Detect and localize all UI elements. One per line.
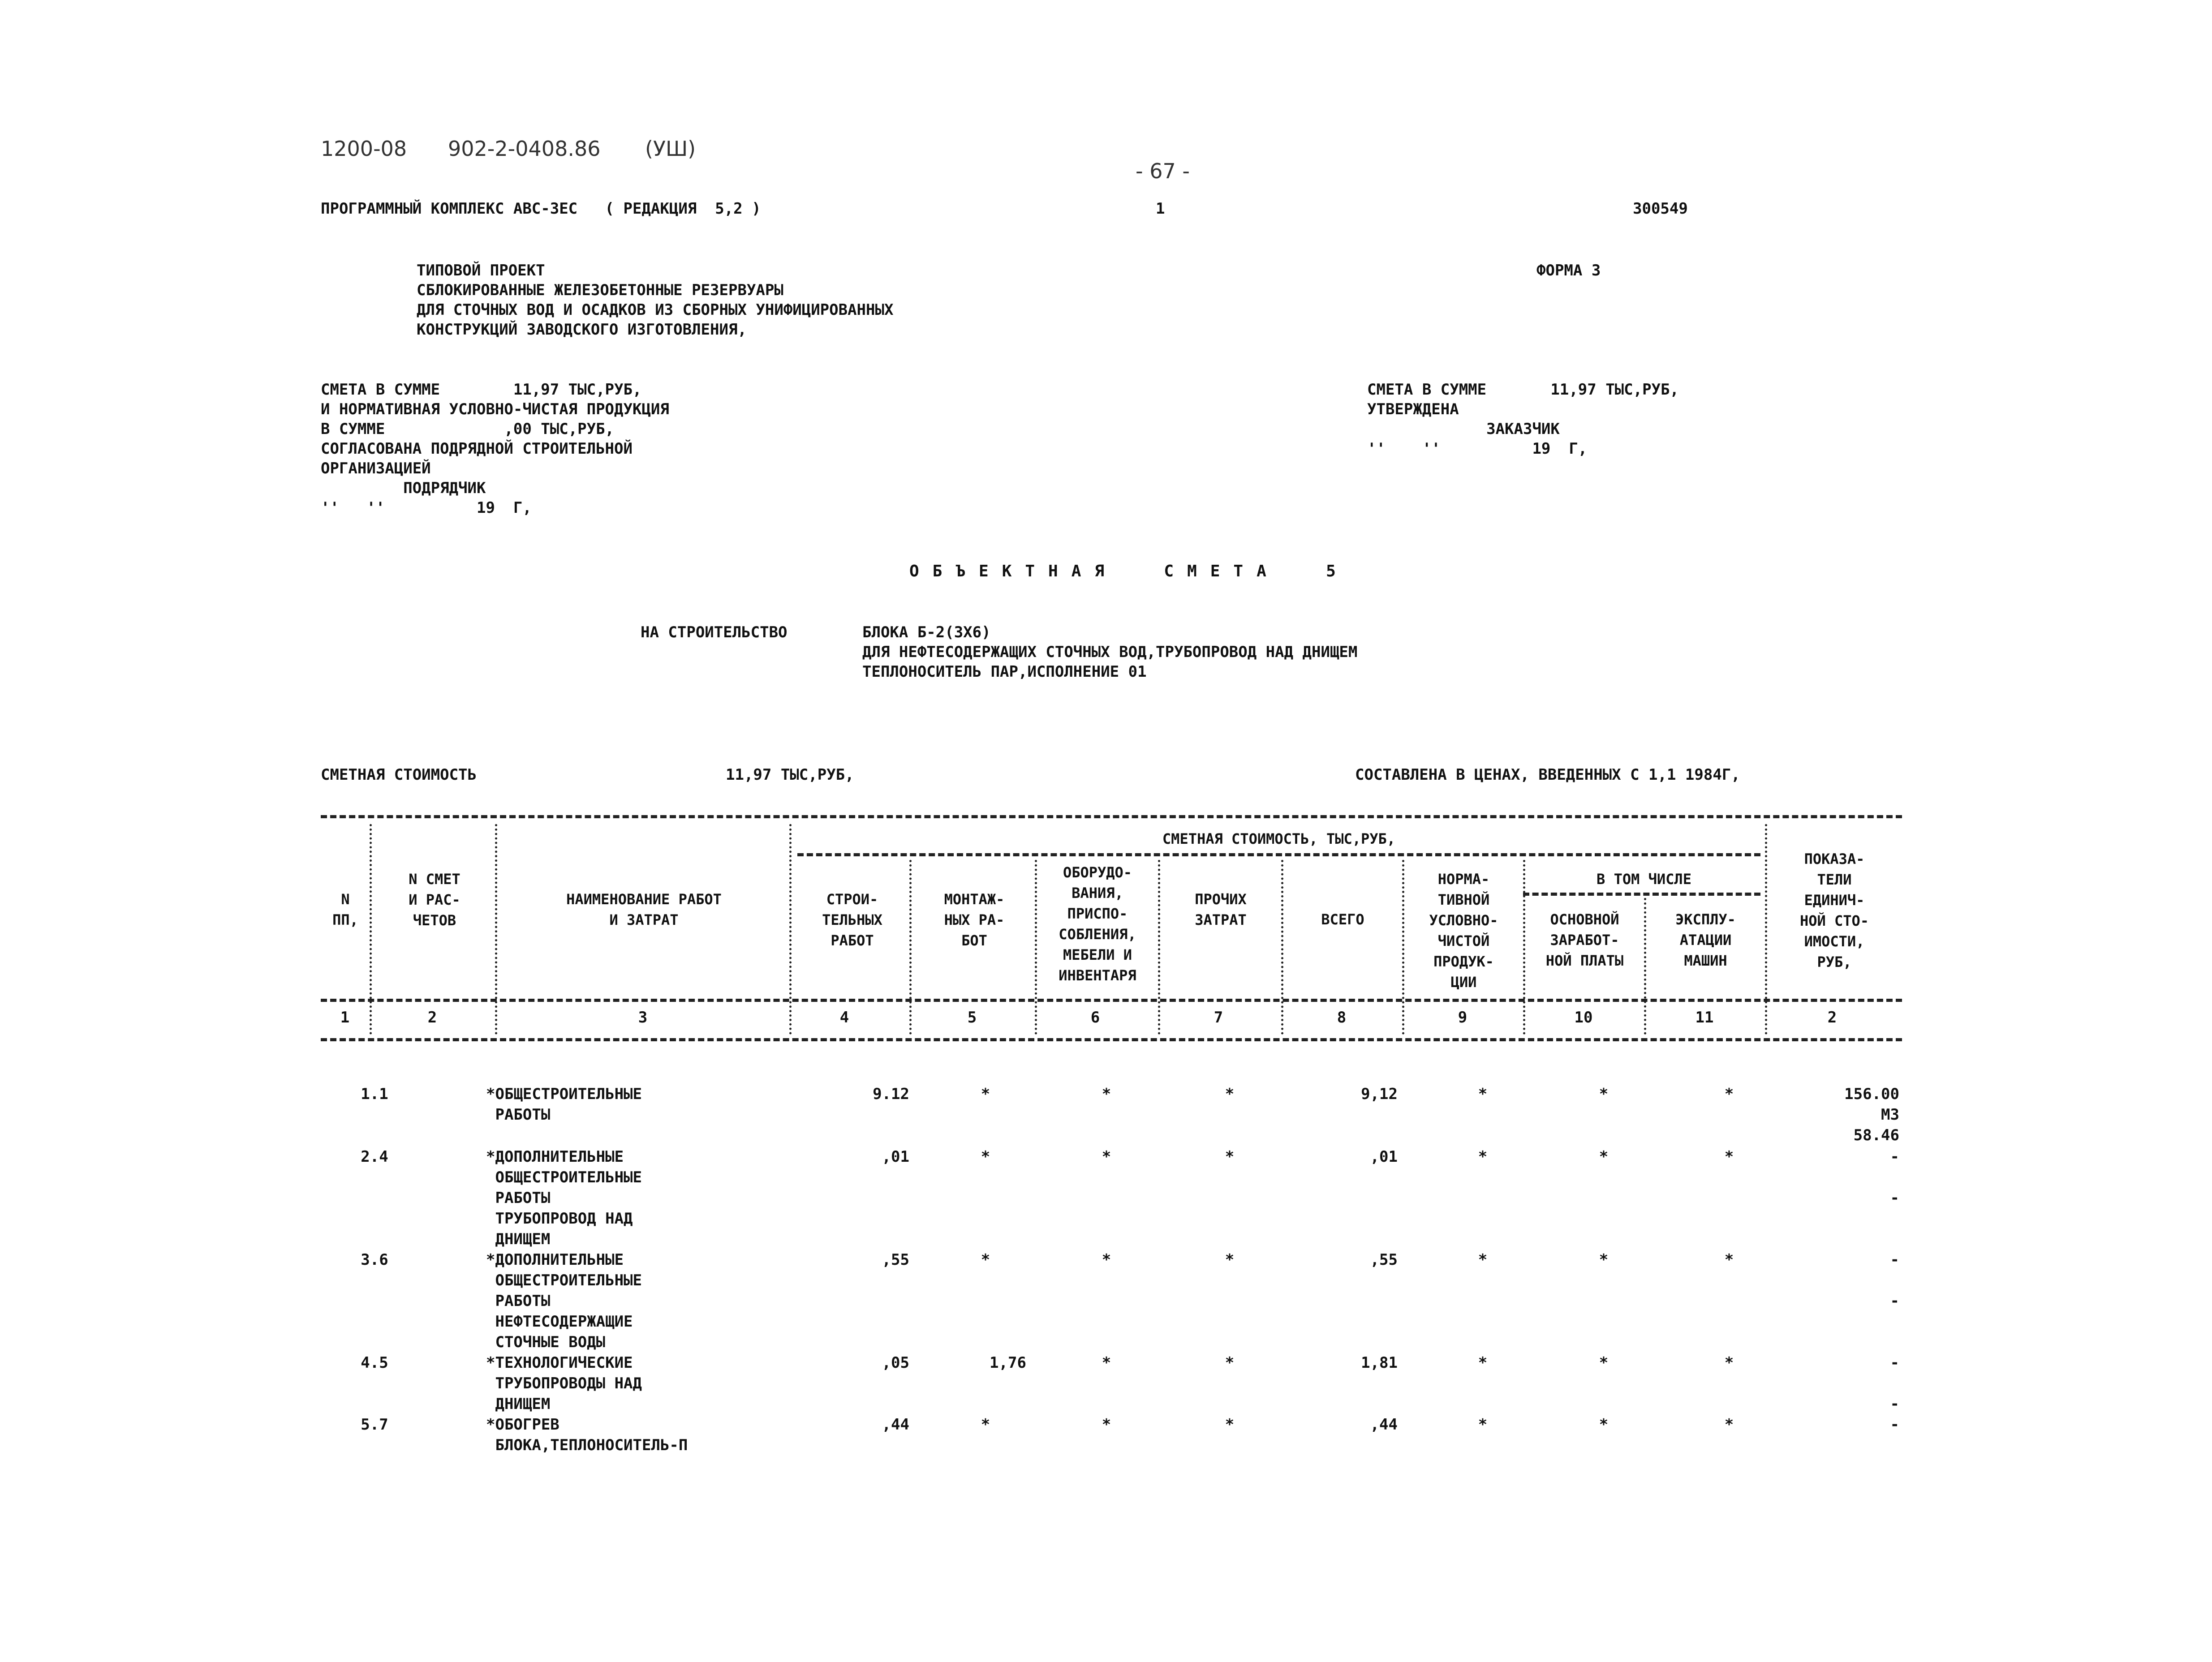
col-number: 6 [1090,1009,1100,1026]
header-build: СТРОИ- ТЕЛЬНЫХ РАБОТ [822,891,882,949]
row-mach: * [1724,1416,1734,1434]
table-rule-numbers-bottom [321,1038,1902,1041]
approval-line: ПОДРЯДЧИК [321,479,486,497]
row-other: * [1225,1251,1235,1269]
approval-line: '' '' 19 Г, [321,499,532,517]
subject-line: ДЛЯ НЕФТЕСОДЕРЖАЩИХ СТОЧНЫХ ВОД,ТРУБОПРОВОД НАД ДНИЩЕМ [862,643,1358,661]
project-suffix: (УШ) [645,137,696,161]
col-number: 1 [340,1009,350,1026]
approval-line: И НОРМАТИВНАЯ УСЛОВНО-ЧИСТАЯ ПРОДУКЦИЯ [321,400,669,418]
row-number: 1.1 [361,1085,388,1103]
row-name: *ДОПОЛНИТЕЛЬНЫЕ ОБЩЕСТРОИТЕЛЬНЫЕ РАБОТЫ НЕФТЕСОДЕРЖАЩИЕ СТОЧНЫЕ ВОДЫ [486,1251,642,1351]
row-name: *ОБЩЕСТРОИТЕЛЬНЫЕ РАБОТЫ [486,1085,642,1124]
archive-code: 1200-08 [321,137,407,161]
document-code: 300549 [1633,200,1688,218]
col-number: 11 [1695,1009,1714,1026]
estimate-title: ОБЪЕКТНАЯ СМЕТА 5 [909,562,1349,580]
row-equip: * [1102,1148,1111,1166]
row-build: ,05 [882,1354,909,1372]
col-separator [789,824,792,1035]
approval-line: ЗАКАЗЧИК [1367,420,1560,438]
table-rule-top [321,815,1902,818]
row-norm: * [1478,1085,1488,1103]
row-mach: * [1724,1085,1734,1103]
row-mach: * [1724,1148,1734,1166]
col-separator [1158,860,1160,1035]
subject-line: БЛОКА Б-2(3Х6) [862,623,991,641]
row-wage: * [1599,1148,1609,1166]
header-mount: МОНТАЖ- НЫХ РА- БОТ [944,891,1005,949]
row-total: ,44 [1370,1416,1398,1434]
header-group-cost: СМЕТНАЯ СТОИМОСТЬ, ТЫС,РУБ, [1162,830,1396,847]
header-mach: ЭКСПЛУ- АТАЦИИ МАШИН [1675,911,1736,969]
row-wage: * [1599,1416,1609,1434]
header-equip: ОБОРУДО- ВАНИЯ, ПРИСПО- СОБЛЕНИЯ, МЕБЕЛИ И ИНВЕНТАРЯ [1059,864,1136,984]
row-unit-cost: 156.00 МЗ 58.46 [1844,1085,1899,1144]
header-wage: ОСНОВНОЙ ЗАРАБОТ- НОЙ ПЛАТЫ [1545,911,1624,969]
prices-basis: СОСТАВЛЕНА В ЦЕНАХ, ВВЕДЕННЫХ С 1,1 1984Г, [1355,766,1740,784]
row-build: ,01 [882,1148,909,1166]
col-separator [1281,860,1283,1035]
row-norm: * [1478,1148,1488,1166]
row-norm: * [1478,1251,1488,1269]
row-other: * [1225,1148,1235,1166]
table-rule-group [797,853,1760,856]
header-norm: НОРМА- ТИВНОЙ УСЛОВНО- ЧИСТОЙ ПРОДУК- ЦИИ [1429,871,1498,991]
row-norm: * [1478,1416,1488,1434]
col-number: 7 [1214,1009,1223,1026]
row-wage: * [1599,1251,1609,1269]
row-total: 9,12 [1361,1085,1398,1103]
header-name: НАИМЕНОВАНИЕ РАБОТ И ЗАТРАТ [566,891,722,928]
approval-line: '' '' 19 Г, [1367,440,1588,458]
approval-line: УТВЕРЖДЕНА [1367,400,1459,418]
row-build: ,44 [882,1416,909,1434]
col-number: 2 [1827,1009,1837,1026]
row-mount: * [981,1148,990,1166]
row-unit-cost: - - [1890,1251,1899,1310]
col-separator [495,824,497,1035]
row-mount: 1,76 [990,1354,1026,1372]
header-subgroup: В ТОМ ЧИСЛЕ [1597,871,1691,888]
col-number: 10 [1574,1009,1593,1026]
row-unit-cost: - [1890,1416,1899,1434]
project-line: ТИПОВОЙ ПРОЕКТ [417,262,545,279]
sheet-number: 1 [1156,200,1165,218]
header-other: ПРОЧИХ ЗАТРАТ [1195,891,1247,928]
approval-line: СМЕТА В СУММЕ 11,97 ТЫС,РУБ, [321,381,642,399]
col-number: 3 [638,1009,648,1026]
header-total: ВСЕГО [1321,911,1364,928]
cost-label: СМЕТНАЯ СТОИМОСТЬ [321,766,477,784]
project-line: СБЛОКИРОВАННЫЕ ЖЕЛЕЗОБЕТОННЫЕ РЕЗЕРВУАРЫ [417,281,783,299]
approval-line: ОРГАНИЗАЦИЕЙ [321,460,431,477]
project-line: ДЛЯ СТОЧНЫХ ВОД И ОСАДКОВ ИЗ СБОРНЫХ УНИФИЦИРОВАННЫХ [417,301,894,319]
col-number: 8 [1337,1009,1347,1026]
cost-value: 11,97 ТЫС,РУБ, [726,766,854,784]
table-rule-subgroup [1523,893,1760,896]
page-number: - 67 - [1136,159,1190,183]
row-name: *ДОПОЛНИТЕЛЬНЫЕ ОБЩЕСТРОИТЕЛЬНЫЕ РАБОТЫ ТРУБОПРОВОД НАД ДНИЩЕМ [486,1148,642,1248]
col-number: 5 [967,1009,977,1026]
row-equip: * [1102,1251,1111,1269]
row-total: ,55 [1370,1251,1398,1269]
approval-line: В СУММЕ ,00 ТЫС,РУБ, [321,420,615,438]
row-total: ,01 [1370,1148,1398,1166]
row-equip: * [1102,1354,1111,1372]
project-line: КОНСТРУКЦИЙ ЗАВОДСКОГО ИЗГОТОВЛЕНИЯ, [417,321,747,339]
form-label: ФОРМА 3 [1536,262,1601,279]
header-unit: ПОКАЗА- ТЕЛИ ЕДИНИЧ- НОЙ СТО- ИМОСТИ, РУБ, [1799,850,1869,971]
project-code: 902-2-0408.86 [448,137,601,161]
table-rule-header-bottom [321,999,1902,1002]
row-number: 2.4 [361,1148,388,1166]
col-number: 9 [1458,1009,1467,1026]
col-number: 2 [427,1009,437,1026]
header-ref: N СМЕТ И РАС- ЧЕТОВ [409,871,460,929]
row-mach: * [1724,1354,1734,1372]
row-number: 4.5 [361,1354,388,1372]
row-number: 3.6 [361,1251,388,1269]
row-wage: * [1599,1085,1609,1103]
row-wage: * [1599,1354,1609,1372]
approval-line: СОГЛАСОВАНА ПОДРЯДНОЙ СТРОИТЕЛЬНОЙ [321,440,633,458]
row-name: *ТЕХНОЛОГИЧЕСКИЕ ТРУБОПРОВОДЫ НАД ДНИЩЕМ [486,1354,642,1413]
subject-line: ТЕПЛОНОСИТЕЛЬ ПАР,ИСПОЛНЕНИЕ 01 [862,663,1147,681]
row-other: * [1225,1354,1235,1372]
approval-line: СМЕТА В СУММЕ 11,97 ТЫС,РУБ, [1367,381,1679,399]
program-name: ПРОГРАММНЫЙ КОМПЛЕКС АВС-ЗЕС ( РЕДАКЦИЯ 5,2 ) [321,200,761,218]
row-equip: * [1102,1085,1111,1103]
row-mach: * [1724,1251,1734,1269]
row-other: * [1225,1085,1235,1103]
row-mount: * [981,1085,990,1103]
row-mount: * [981,1416,990,1434]
row-equip: * [1102,1416,1111,1434]
row-other: * [1225,1416,1235,1434]
row-mount: * [981,1251,990,1269]
row-number: 5.7 [361,1416,388,1434]
row-unit-cost: - - [1890,1148,1899,1207]
row-build: 9.12 [873,1085,909,1103]
row-norm: * [1478,1354,1488,1372]
row-name: *ОБОГРЕВ БЛОКА,ТЕПЛОНОСИТЕЛЬ-П [486,1416,688,1454]
row-build: ,55 [882,1251,909,1269]
col-number: 4 [839,1009,849,1026]
col-separator [909,860,912,1035]
row-total: 1,81 [1361,1354,1398,1372]
header-n: N ПП, [332,891,358,928]
subject-prefix: НА СТРОИТЕЛЬСТВО [641,623,788,641]
row-unit-cost: - - [1890,1354,1899,1413]
